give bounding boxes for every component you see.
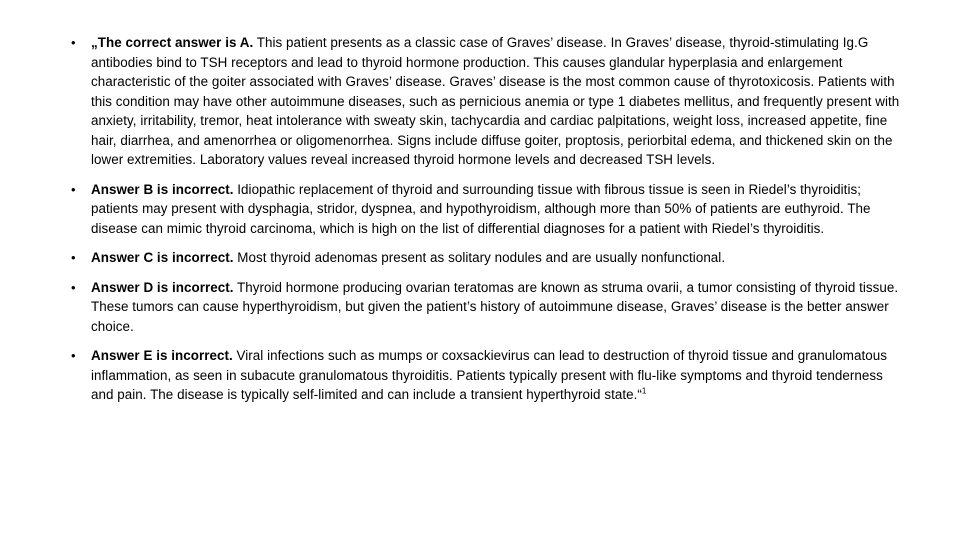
answer-c-heading: Answer C is incorrect.	[91, 250, 234, 265]
bullet-icon: •	[71, 279, 76, 295]
bullet-answer-c	[66, 248, 900, 268]
answer-d-text: Thyroid hormone producing ovarian teratomas are known as struma ovarii, a tumor consisting of thyroid tissue. These tumors can cause hyperthyroidism, but given the patient’s history of autoimmune disease, Graves’ disease is the better answer choice.	[91, 279, 899, 334]
bullet-icon: •	[71, 348, 76, 363]
closing-quote: “	[637, 387, 642, 402]
bullet-icon: •	[71, 250, 76, 265]
bullet-answer-b	[66, 180, 900, 239]
bullet-icon: •	[71, 181, 76, 197]
answer-a-heading: „The correct answer is A.	[91, 35, 254, 50]
answer-d-heading: Answer D is incorrect.	[91, 279, 234, 295]
answer-a-text: This patient presents as a classic case of Graves’ disease. In Graves’ disease, thyroid-stimulating Ig.G antibodies bind to TSH receptors and lead to thyroid hormone production. This causes glandular hyperplasia and enlargement characteristic of the goiter associated with Graves’ disease. Graves’ disease is the most common cause of thyrotoxicosis. Patients with this condition may have other autoimmune diseases, such as pernicious anemia or type 1 diabetes mellitus, and frequently present with anxiety, irritability, tremor, heat intolerance with sweaty skin, tachycardia and cardiac palpitations, weight loss, increased appetite, fine hair, diarrhea, and amenorrhea or oligomenorrhea. Signs include diffuse goiter, proptosis, periorbital edema, and thickened skin on the lower extremities. Laboratory values reveal increased thyroid hormone levels and decreased TSH levels.	[91, 35, 900, 167]
footnote-reference: 1	[641, 386, 647, 396]
answer-e-text: Viral infections such as mumps or coxsackievirus can lead to destruction of thyroid tissue and granulomatous inflammation, as seen in subacute granulomatous thyroiditis. Patients typically present with flu-like symptoms and thyroid tenderness and pain. The disease is typically self-limited and can include a transient hyperthyroid state.	[91, 348, 887, 402]
answer-e-heading: Answer E is incorrect.	[91, 348, 233, 363]
answer-b-text: Idiopathic replacement of thyroid and surrounding tissue with fibrous tissue is seen in Riedel’s thyroiditis; patients may present with dysphagia, stridor, dyspnea, and hypothyroidism, although more than 50% of patients are euthyroid. The disease can mimic thyroid carcinoma, which is high on the list of differential diagnoses for a patient with Riedel’s thyroiditis.	[91, 181, 871, 236]
answer-b-heading: Answer B is incorrect.	[91, 181, 234, 197]
bullet-answer-e	[66, 346, 900, 405]
bullet-answer-d	[66, 278, 900, 337]
answer-c-text: Most thyroid adenomas present as solitary nodules and are usually nonfunctional.	[233, 250, 726, 265]
answer-explanations-list	[66, 33, 900, 405]
bullet-icon: •	[71, 35, 76, 50]
bullet-answer-a	[66, 33, 900, 170]
